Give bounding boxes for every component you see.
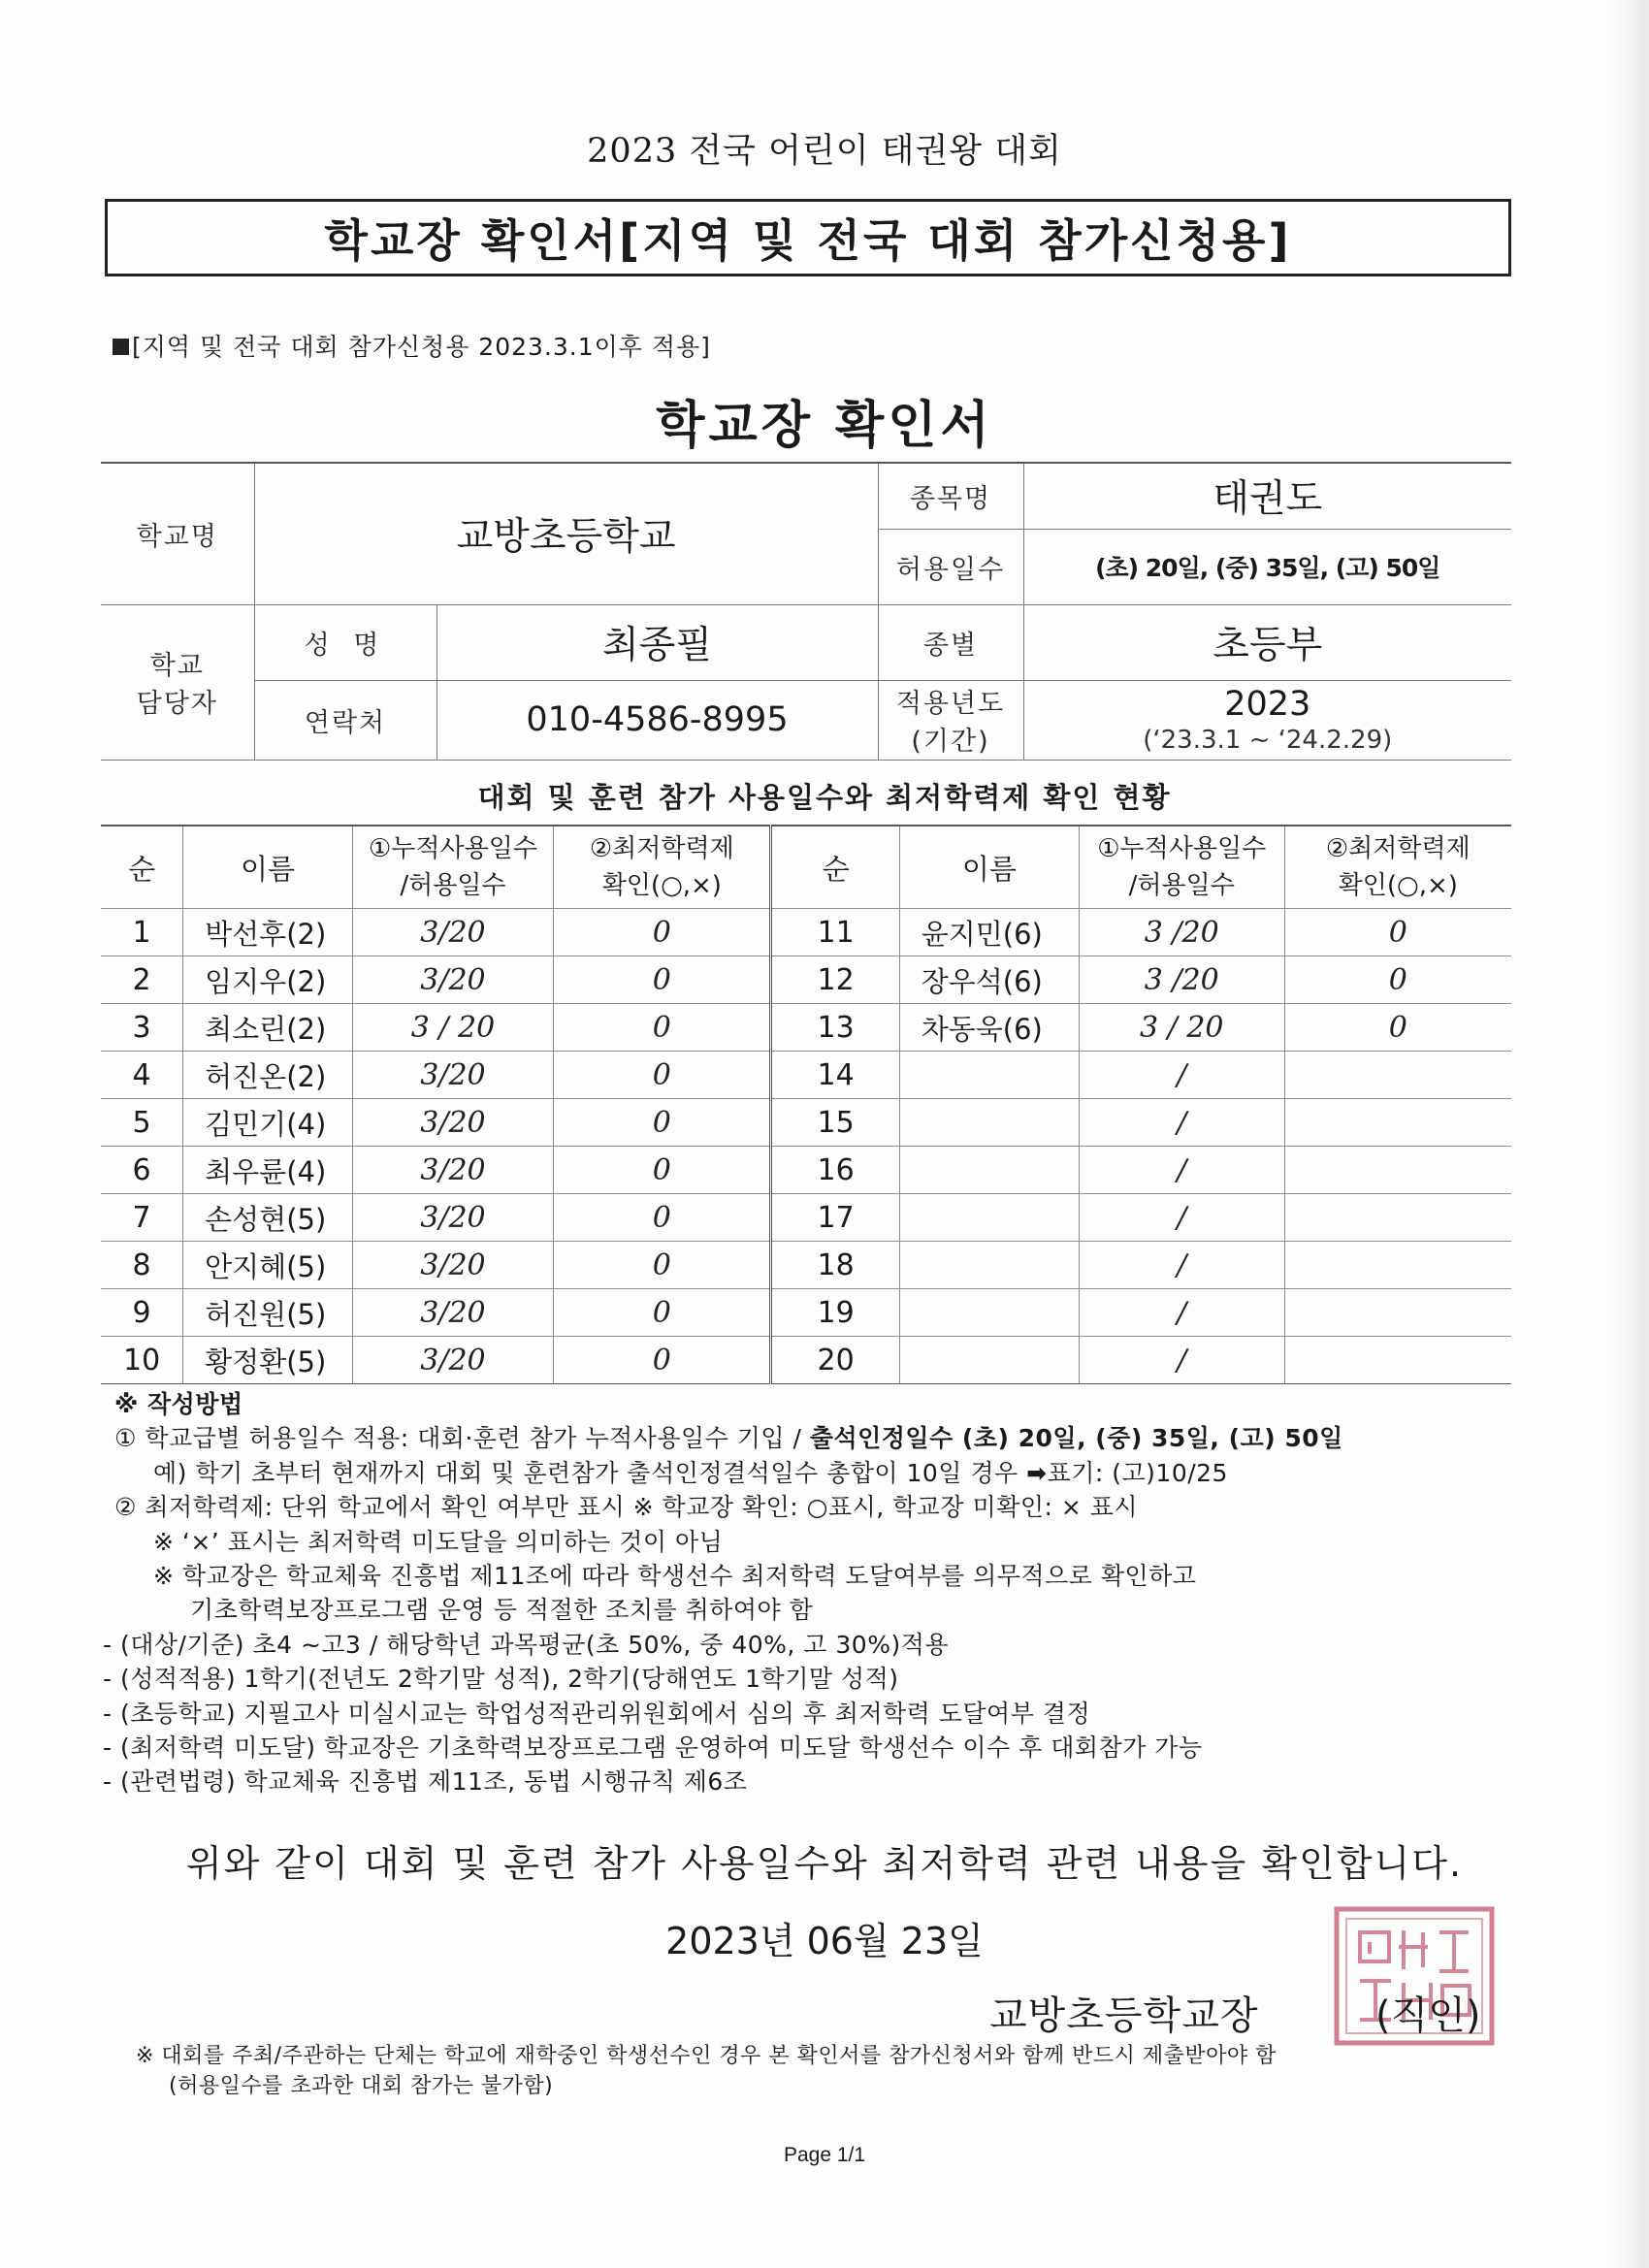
days-used: / — [1079, 1194, 1284, 1242]
min-achievement-check: 0 — [554, 1052, 771, 1099]
student-name: 윤지민(6) — [899, 909, 1079, 956]
student-name — [899, 1337, 1079, 1384]
table-row — [101, 909, 1511, 956]
min-achievement-check: 0 — [554, 1099, 771, 1147]
row-number: 20 — [771, 1337, 899, 1384]
application-notice — [113, 328, 711, 363]
school-label: 학교명 — [101, 463, 254, 604]
footer-notice — [136, 2041, 1277, 2101]
row-number: 6 — [101, 1147, 183, 1194]
footer-line: (허용일수를 초과한 대회 참가는 불가함) — [169, 2074, 554, 2098]
days-used: 3/20 — [352, 1337, 553, 1384]
sport-label: 종목명 — [878, 463, 1023, 529]
days-used: 3/20 — [352, 956, 553, 1004]
col-header-days-line1: ①누적사용일수 — [368, 834, 537, 863]
instruction-text: 예) 학기 초부터 현재까지 대회 및 훈련참가 출석인정결석일수 총합이 10일 경우 — [153, 1458, 1027, 1487]
days-used: / — [1079, 1242, 1284, 1289]
row-number: 13 — [771, 1004, 899, 1052]
col-header-name: 이름 — [899, 826, 1079, 909]
row-number: 17 — [771, 1194, 899, 1242]
student-name: 허진온(2) — [183, 1052, 353, 1099]
days-used: 3/20 — [352, 1289, 553, 1337]
student-name: 박선후(2) — [183, 909, 353, 956]
row-number: 1 — [101, 909, 183, 956]
table-row — [101, 1337, 1511, 1384]
row-number: 19 — [771, 1289, 899, 1337]
manager-label-line1: 학교 — [149, 651, 205, 681]
student-name — [899, 1194, 1079, 1242]
allowed-days-value: (초) 20일, (중) 35일, (고) 50일 — [1023, 529, 1511, 604]
days-used: / — [1079, 1147, 1284, 1194]
row-number: 7 — [101, 1194, 183, 1242]
col-header-min-line1: ②최저학력제 — [589, 834, 734, 863]
col-header-days-line2: /허용일수 — [1128, 871, 1235, 900]
min-achievement-check — [1284, 1147, 1511, 1194]
table-row — [101, 1242, 1511, 1289]
row-number: 8 — [101, 1242, 183, 1289]
table-row — [101, 956, 1511, 1004]
min-achievement-check — [1284, 1337, 1511, 1384]
student-name — [899, 1147, 1079, 1194]
category-label: 종별 — [878, 604, 1023, 680]
section-title: 대회 및 훈련 참가 사용일수와 최저학력제 확인 현황 — [477, 781, 1172, 814]
notice-text: [지역 및 전국 대회 참가신청용 2023.3.1이후 적용] — [132, 333, 711, 361]
min-achievement-check: 0 — [554, 909, 771, 956]
info-table — [101, 462, 1511, 761]
row-number: 16 — [771, 1147, 899, 1194]
student-name: 임지우(2) — [183, 956, 353, 1004]
event-title: 2023 전국 어린이 태권왕 대회 — [587, 132, 1062, 171]
student-name — [899, 1099, 1079, 1147]
min-achievement-check: 0 — [554, 1004, 771, 1052]
col-header-days-line2: /허용일수 — [400, 871, 506, 900]
instruction-line — [114, 1456, 1521, 1490]
row-number: 10 — [101, 1337, 183, 1384]
min-achievement-check: 0 — [554, 1147, 771, 1194]
col-header-days — [352, 826, 553, 909]
student-name — [899, 1242, 1079, 1289]
instructions — [103, 1387, 1521, 1799]
row-number: 3 — [101, 1004, 183, 1052]
name-value: 최종필 — [436, 604, 878, 680]
col-header-min-line2: 확인(○,×) — [601, 871, 722, 900]
days-used: / — [1079, 1052, 1284, 1099]
page-number: Page 1/1 — [783, 2144, 866, 2166]
instruction-line: ② 최저학력제: 단위 학교에서 확인 여부만 표시 ※ 학교장 확인: ○표시, 학교장 미확인: × 표시 — [114, 1493, 1139, 1522]
row-number: 9 — [101, 1289, 183, 1337]
days-used: 3 / 20 — [352, 1004, 553, 1052]
col-header-days — [1079, 826, 1284, 909]
table-row — [101, 1052, 1511, 1099]
min-achievement-check: 0 — [554, 1289, 771, 1337]
year-cell — [1023, 680, 1511, 760]
signer-title: 교방초등학교장 — [989, 1993, 1259, 2038]
instruction-line: - (최저학력 미도달) 학교장은 기초학력보장프로그램 운영하여 미도달 학생선수 이수 후 대회참가 가능 — [103, 1733, 1203, 1763]
days-used: 3/20 — [352, 909, 553, 956]
row-number: 14 — [771, 1052, 899, 1099]
min-achievement-check — [1284, 1052, 1511, 1099]
student-name — [899, 1052, 1079, 1099]
category-value: 초등부 — [1023, 604, 1511, 680]
min-achievement-check — [1284, 1289, 1511, 1337]
days-used: 3/20 — [352, 1099, 553, 1147]
min-achievement-check — [1284, 1242, 1511, 1289]
document-title: 학교장 확인서[지역 및 전국 대회 참가신청용] — [324, 214, 1292, 267]
days-used: / — [1079, 1337, 1284, 1384]
year-label-line2: (기간) — [911, 727, 990, 757]
student-name: 안지혜(5) — [183, 1242, 353, 1289]
instruction-line: 기초학력보장프로그램 운영 등 적절한 조치를 취하여야 함 — [190, 1596, 814, 1625]
allowed-days-label: 허용일수 — [878, 529, 1023, 604]
instruction-text: 표기: (고)10/25 — [1047, 1458, 1228, 1487]
table-row — [101, 1099, 1511, 1147]
days-used: 3/20 — [352, 1194, 553, 1242]
row-number: 4 — [101, 1052, 183, 1099]
student-name: 차동욱(6) — [899, 1004, 1079, 1052]
student-name — [899, 1289, 1079, 1337]
days-used: 3 /20 — [1079, 956, 1284, 1004]
seal-label: (직인) — [1375, 1993, 1481, 2038]
confirmation-statement: 위와 같이 대회 및 훈련 참가 사용일수와 최저학력 관련 내용을 확인합니다. — [185, 1842, 1464, 1885]
instruction-line — [114, 1421, 1521, 1455]
col-header-no: 순 — [771, 826, 899, 909]
name-label: 성 명 — [254, 604, 436, 680]
year-label-line1: 적용년도 — [895, 689, 1006, 719]
min-achievement-check: 0 — [1284, 909, 1511, 956]
row-number: 18 — [771, 1242, 899, 1289]
instruction-line: ※ 학교장은 학교체육 진흥법 제11조에 따라 학생선수 최저학력 도달여부를 의무적으로 확인하고 — [153, 1562, 1197, 1591]
col-header-min — [1284, 826, 1511, 909]
year-label — [878, 680, 1023, 760]
table-row — [101, 1004, 1511, 1052]
manager-label-line2: 담당자 — [136, 689, 218, 719]
col-header-min — [554, 826, 771, 909]
days-used: 3 / 20 — [1079, 1004, 1284, 1052]
col-header-no: 순 — [101, 826, 183, 909]
row-number: 5 — [101, 1099, 183, 1147]
min-achievement-check: 0 — [554, 1337, 771, 1384]
days-used: 3/20 — [352, 1242, 553, 1289]
school-value: 교방초등학교 — [254, 463, 878, 604]
instruction-line: - (초등학교) 지필고사 미실시교는 학업성적관리위원회에서 심의 후 최저학력 도달여부 결정 — [103, 1699, 1091, 1728]
student-name: 장우석(6) — [899, 956, 1079, 1004]
year-value: 2023 — [1224, 685, 1311, 724]
col-header-name: 이름 — [183, 826, 353, 909]
student-name: 최소린(2) — [183, 1004, 353, 1052]
row-number: 2 — [101, 956, 183, 1004]
issue-date: 2023년 06월 23일 — [665, 1920, 984, 1962]
min-achievement-check — [1284, 1194, 1511, 1242]
instruction-line: - (성적적용) 1학기(전년도 2학기말 성적), 2학기(당해연도 1학기말 성적) — [103, 1665, 899, 1694]
instruction-emphasis: 출석인정일수 (초) 20일, (중) 35일, (고) 50일 — [809, 1424, 1343, 1453]
days-used: / — [1079, 1099, 1284, 1147]
student-name: 김민기(4) — [183, 1099, 353, 1147]
student-name: 손성현(5) — [183, 1194, 353, 1242]
student-name: 최우륜(4) — [183, 1147, 353, 1194]
days-used: / — [1079, 1289, 1284, 1337]
min-achievement-check: 0 — [1284, 956, 1511, 1004]
instructions-heading: ※ 작성방법 — [114, 1390, 243, 1418]
col-header-days-line1: ①누적사용일수 — [1097, 834, 1267, 863]
min-achievement-check: 0 — [554, 956, 771, 1004]
contact-label: 연락처 — [254, 680, 436, 760]
days-used: 3/20 — [352, 1052, 553, 1099]
contact-value: 010-4586-8995 — [436, 680, 878, 760]
min-achievement-check: 0 — [554, 1242, 771, 1289]
participation-table — [101, 825, 1511, 1384]
year-period: (‘23.3.1 ~ ‘24.2.29) — [1143, 726, 1393, 755]
min-achievement-check: 0 — [554, 1194, 771, 1242]
min-achievement-check: 0 — [1284, 1004, 1511, 1052]
footer-line: ※ 대회를 주최/주관하는 단체는 학교에 재학중인 학생선수인 경우 본 확인서를 참가신청서와 함께 반드시 제출받아야 함 — [136, 2044, 1277, 2068]
table-row — [101, 1289, 1511, 1337]
manager-label — [101, 604, 254, 760]
instruction-text: ① 학교급별 허용일수 적용: 대회·훈련 참가 누적사용일수 기입 / — [114, 1424, 810, 1453]
row-number: 12 — [771, 956, 899, 1004]
col-header-min-line2: 확인(○,×) — [1338, 871, 1458, 900]
student-name: 황정환(5) — [183, 1337, 353, 1384]
sport-value: 태권도 — [1023, 463, 1511, 529]
table-row — [101, 1194, 1511, 1242]
main-title: 학교장 확인서 — [656, 397, 993, 455]
student-name: 허진원(5) — [183, 1289, 353, 1337]
days-used: 3 /20 — [1079, 909, 1284, 956]
arrow-right-icon: ➡ — [1026, 1458, 1048, 1487]
square-bullet-icon — [113, 339, 129, 355]
instruction-line: - (관련법령) 학교체육 진흥법 제11조, 동법 시행규칙 제6조 — [103, 1767, 748, 1797]
days-used: 3/20 — [352, 1147, 553, 1194]
table-row — [101, 1147, 1511, 1194]
instruction-line: ※ ‘×’ 표시는 최저학력 미도달을 의미하는 것이 아님 — [153, 1527, 724, 1556]
col-header-min-line1: ②최저학력제 — [1325, 834, 1471, 863]
instruction-line: - (대상/기준) 초4 ~고3 / 해당학년 과목평균(초 50%, 중 40%, 고 30%)적용 — [103, 1630, 949, 1659]
row-number: 15 — [771, 1099, 899, 1147]
row-number: 11 — [771, 909, 899, 956]
min-achievement-check — [1284, 1099, 1511, 1147]
participation-table-body — [101, 909, 1511, 1384]
document-title-box — [105, 199, 1511, 276]
